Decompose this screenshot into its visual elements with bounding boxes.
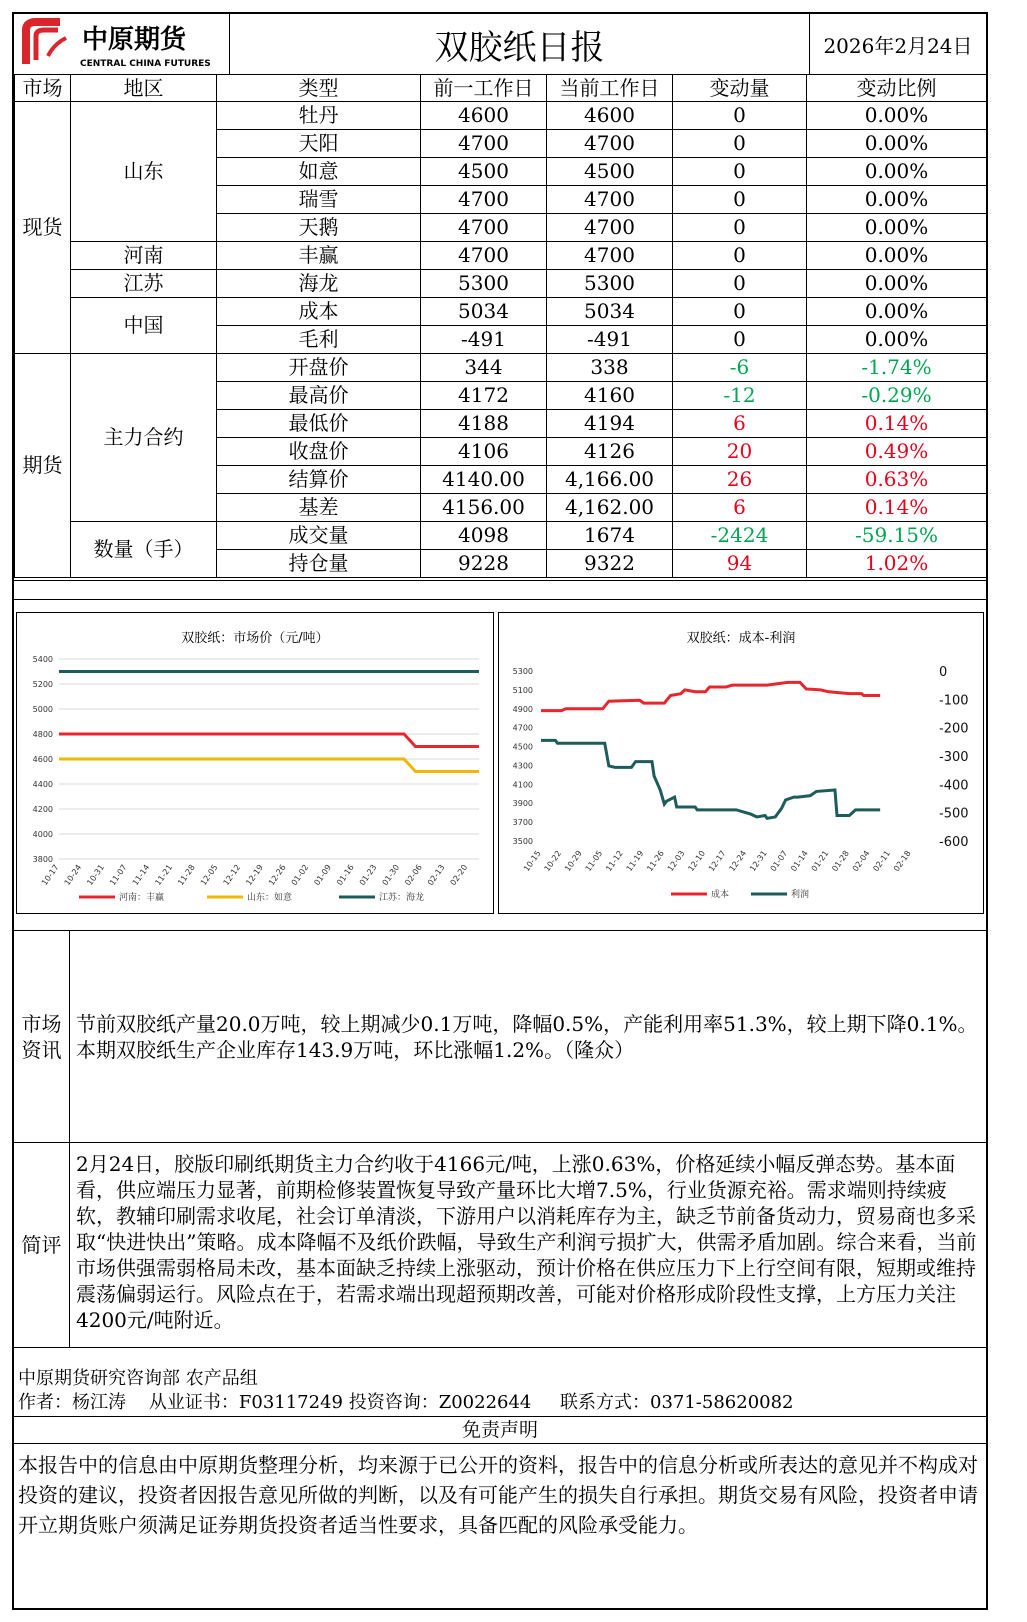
change-cell: 20 xyxy=(673,438,807,466)
type-cell: 基差 xyxy=(217,494,421,522)
change-cell: 0 xyxy=(673,214,807,242)
research-dept: 中原期货研究咨询部 农产品组 xyxy=(18,1368,258,1389)
type-cell: 丰赢 xyxy=(217,242,421,270)
y-right-tick-label: -100 xyxy=(939,693,969,709)
prev-cell: 4700 xyxy=(421,242,547,270)
prev-cell: 4156.00 xyxy=(421,494,547,522)
change-cell: 94 xyxy=(673,550,807,578)
y-tick-label: 4600 xyxy=(32,755,53,764)
type-cell: 如意 xyxy=(217,158,421,186)
comment-section xyxy=(14,1142,986,1348)
y-tick-label: 4700 xyxy=(512,723,533,733)
curr-cell: 4700 xyxy=(547,242,673,270)
col-header: 变动量 xyxy=(673,75,807,102)
y-tick-label: 4400 xyxy=(32,780,53,789)
pct-cell: 0.00% xyxy=(807,186,987,214)
pct-cell: 0.14% xyxy=(807,494,987,522)
prev-cell: 5034 xyxy=(421,298,547,326)
chart-canvas xyxy=(499,613,985,915)
y-tick-label: 5100 xyxy=(512,685,533,695)
curr-cell: 338 xyxy=(547,354,673,382)
y-tick-label: 3500 xyxy=(512,837,533,846)
x-tick-label: 10-17 xyxy=(39,862,61,888)
y-tick-label: 4500 xyxy=(512,742,533,752)
logo-en-text: CENTRAL CHINA FUTURES xyxy=(80,59,211,69)
col-header: 前一工作日 xyxy=(421,75,547,102)
change-cell: 0 xyxy=(673,186,807,214)
y-tick-label: 5400 xyxy=(32,655,53,664)
change-cell: -6 xyxy=(673,354,807,382)
prev-cell: 4500 xyxy=(421,158,547,186)
x-tick-label: 12-12 xyxy=(221,862,243,888)
y-right-tick-label: -500 xyxy=(939,806,969,822)
x-tick-label: 01-30 xyxy=(380,862,402,888)
page-title: 双胶纸日报 xyxy=(230,14,810,74)
curr-cell: 4194 xyxy=(547,410,673,438)
news-text: 节前双胶纸产量20.0万吨，较上期减少0.1万吨，降幅0.5%，产能利用率51.3%，较上期下降0.1%。本期双胶纸生产企业库存143.9万吨，环比涨幅1.2%。（隆众） xyxy=(76,1012,978,1062)
type-cell: 天鹅 xyxy=(217,214,421,242)
change-cell: 0 xyxy=(673,298,807,326)
curr-cell: 5034 xyxy=(547,298,673,326)
x-tick-label: 12-24 xyxy=(727,848,749,874)
prev-cell: 5300 xyxy=(421,270,547,298)
report-date: 2026年2月24日 xyxy=(823,33,973,58)
x-tick-label: 02-11 xyxy=(871,848,893,874)
col-header: 变动比例 xyxy=(807,75,987,102)
y-right-tick-label: -200 xyxy=(939,721,969,737)
type-cell: 成本 xyxy=(217,298,421,326)
series-line xyxy=(59,759,479,772)
type-cell: 结算价 xyxy=(217,466,421,494)
col-header: 当前工作日 xyxy=(547,75,673,102)
prev-cell: 4700 xyxy=(421,186,547,214)
legend-label: 成本 xyxy=(711,890,730,900)
curr-cell: 4700 xyxy=(547,130,673,158)
x-tick-label: 02-18 xyxy=(891,848,913,874)
x-tick-label: 11-28 xyxy=(176,862,197,888)
change-cell: 6 xyxy=(673,410,807,438)
y-tick-label: 4300 xyxy=(512,761,533,771)
x-tick-label: 12-31 xyxy=(748,848,769,874)
table-row xyxy=(15,102,987,130)
cost-profit-chart xyxy=(498,612,984,914)
x-tick-label: 02-06 xyxy=(403,862,424,888)
col-header: 类型 xyxy=(217,75,421,102)
logo-cn-text: 中原期货 xyxy=(82,25,187,55)
x-tick-label: 12-03 xyxy=(665,848,687,874)
type-cell: 最高价 xyxy=(217,382,421,410)
region-cell: 河南 xyxy=(71,242,217,270)
y-tick-label: 5000 xyxy=(32,705,53,714)
series-line xyxy=(541,740,880,818)
table-header-row xyxy=(15,75,987,102)
series-line xyxy=(59,734,479,747)
x-tick-label: 11-12 xyxy=(604,848,625,874)
change-cell: 6 xyxy=(673,494,807,522)
disclaimer-title: 免责声明 xyxy=(14,1416,986,1444)
prev-cell: 4098 xyxy=(421,522,547,550)
x-tick-label: 01-14 xyxy=(789,848,810,874)
curr-cell: 4700 xyxy=(547,214,673,242)
change-cell: 0 xyxy=(673,326,807,354)
y-tick-label: 5300 xyxy=(512,667,533,676)
type-cell: 收盘价 xyxy=(217,438,421,466)
pct-cell: 1.02% xyxy=(807,550,987,578)
comment-label: 简评 xyxy=(14,1143,70,1347)
x-tick-label: 11-21 xyxy=(153,862,175,888)
news-label: 市场资讯 xyxy=(14,931,70,1143)
type-cell: 毛利 xyxy=(217,326,421,354)
change-cell: 26 xyxy=(673,466,807,494)
x-tick-label: 01-23 xyxy=(357,862,379,888)
region-cell: 江苏 xyxy=(71,270,217,298)
y-right-tick-label: -600 xyxy=(939,835,969,850)
table-row xyxy=(15,354,987,382)
y-tick-label: 4200 xyxy=(32,805,53,814)
x-tick-label: 10-22 xyxy=(542,848,564,874)
type-cell: 开盘价 xyxy=(217,354,421,382)
x-tick-label: 10-24 xyxy=(62,862,84,888)
news-section xyxy=(14,930,986,1142)
table-row xyxy=(15,522,987,550)
chart-title: 双胶纸：成本-利润 xyxy=(686,631,796,646)
x-tick-label: 02-20 xyxy=(448,862,470,888)
type-cell: 天阳 xyxy=(217,130,421,158)
author-info: 作者：杨江涛 从业证书：F03117249 投资咨询：Z0022644 联系方式：0371-58620082 xyxy=(18,1392,794,1413)
y-tick-label: 3900 xyxy=(512,799,533,809)
x-tick-label: 10-29 xyxy=(563,848,584,874)
pct-cell: -59.15% xyxy=(807,522,987,550)
pct-cell: -1.74% xyxy=(807,354,987,382)
curr-cell: 4,166.00 xyxy=(547,466,673,494)
prev-cell: 4600 xyxy=(421,102,547,130)
type-cell: 海龙 xyxy=(217,270,421,298)
x-tick-label: 12-10 xyxy=(686,848,708,874)
prev-cell: 4700 xyxy=(421,130,547,158)
col-header: 地区 xyxy=(71,75,217,102)
x-tick-label: 01-02 xyxy=(289,862,311,888)
change-cell: 0 xyxy=(673,270,807,298)
comment-text: 2月24日，胶版印刷纸期货主力合约收于4166元/吨，上涨0.63%，价格延续小幅反弹态势。基本面看，供应端压力显著，前期检修装置恢复导致产量环比大增7.5%，行业货源充裕。需求端则持续疲软，教辅印刷需求收尾，社会订单清淡，下游用户以消耗库存为主，缺乏节前备货动力，贸易商也多采取“快进快出”策略。成本降幅不及纸价跌幅，导致生产利润亏损扩大，供需矛盾加剧。综合来看，当前市场供强需弱格局未改，基本面缺乏持续上涨驱动，预计价格在供应压力下上行空间有限，短期或维持震荡偏弱运行。风险点在于，若需求端出现超预期改善，可能对价格形成阶段性支撑，上方压力关注4200元/吨附近。 xyxy=(76,1152,977,1332)
region-cell: 中国 xyxy=(71,298,217,354)
curr-cell: 4700 xyxy=(547,186,673,214)
y-right-tick-label: -300 xyxy=(939,750,969,765)
legend-label: 利润 xyxy=(791,890,810,900)
y-right-tick-label: -400 xyxy=(939,778,969,794)
pct-cell: 0.00% xyxy=(807,102,987,130)
type-cell: 成交量 xyxy=(217,522,421,550)
prev-cell: 9228 xyxy=(421,550,547,578)
x-tick-label: 10-31 xyxy=(85,862,107,888)
series-line xyxy=(541,682,880,710)
y-tick-label: 4100 xyxy=(512,780,533,790)
pct-cell: 0.00% xyxy=(807,298,987,326)
prev-cell: 344 xyxy=(421,354,547,382)
curr-cell: 4500 xyxy=(547,158,673,186)
logo-mark-icon xyxy=(14,14,230,74)
x-tick-label: 12-05 xyxy=(198,862,220,888)
prev-cell: 4700 xyxy=(421,214,547,242)
x-tick-label: 02-13 xyxy=(425,862,447,888)
x-tick-label: 12-26 xyxy=(266,862,288,888)
type-cell: 最低价 xyxy=(217,410,421,438)
x-tick-label: 02-04 xyxy=(850,848,872,874)
x-tick-label: 11-26 xyxy=(645,848,666,874)
curr-cell: 4600 xyxy=(547,102,673,130)
pct-cell: 0.00% xyxy=(807,214,987,242)
region-cell: 主力合约 xyxy=(71,354,217,522)
type-cell: 持仓量 xyxy=(217,550,421,578)
type-cell: 瑞雪 xyxy=(217,186,421,214)
y-right-tick-label: 0 xyxy=(939,665,948,680)
curr-cell: 4160 xyxy=(547,382,673,410)
chart-title: 双胶纸：市场价（元/吨） xyxy=(181,631,329,646)
pct-cell: -0.29% xyxy=(807,382,987,410)
legend-label: 江苏：海龙 xyxy=(379,893,425,903)
change-cell: -2424 xyxy=(673,522,807,550)
pct-cell: 0.00% xyxy=(807,158,987,186)
market-futures-cell: 期货 xyxy=(15,354,71,578)
type-cell: 牡丹 xyxy=(217,102,421,130)
pct-cell: 0.63% xyxy=(807,466,987,494)
x-tick-label: 01-09 xyxy=(312,862,334,888)
price-table xyxy=(14,74,987,578)
table-row xyxy=(15,298,987,326)
prev-cell: 4188 xyxy=(421,410,547,438)
pct-cell: 0.49% xyxy=(807,438,987,466)
curr-cell: 1674 xyxy=(547,522,673,550)
y-tick-label: 3800 xyxy=(32,855,53,864)
table-row xyxy=(15,242,987,270)
x-tick-label: 12-19 xyxy=(244,862,265,888)
pct-cell: 0.14% xyxy=(807,410,987,438)
x-tick-label: 11-19 xyxy=(624,848,646,874)
x-tick-label: 01-16 xyxy=(335,862,356,888)
x-tick-label: 01-21 xyxy=(809,848,831,874)
change-cell: 0 xyxy=(673,130,807,158)
prev-cell: 4106 xyxy=(421,438,547,466)
x-tick-label: 11-05 xyxy=(583,848,605,874)
pct-cell: 0.00% xyxy=(807,130,987,158)
y-tick-label: 4000 xyxy=(32,830,53,839)
legend-label: 河南：丰赢 xyxy=(119,893,165,903)
y-tick-label: 5200 xyxy=(32,680,53,689)
x-tick-label: 01-28 xyxy=(830,848,851,874)
disclaimer-text: 本报告中的信息由中原期货整理分析，均来源于已公开的资料，报告中的信息分析或所表达的意见并不构成对投资的建议，投资者因报告意见所做的判断，以及有可能产生的损失自行承担。期货交易有风险，投资者申请开立期货账户须满足证券期货投资者适当性要求，具备匹配的风险承受能力。 xyxy=(18,1453,978,1537)
change-cell: 0 xyxy=(673,158,807,186)
spacer-row xyxy=(14,580,986,600)
curr-cell: 4,162.00 xyxy=(547,494,673,522)
table-row xyxy=(15,270,987,298)
report-frame xyxy=(12,12,988,1610)
market-price-chart xyxy=(16,612,494,914)
region-cell: 数量（手） xyxy=(71,522,217,578)
pct-cell: 0.00% xyxy=(807,326,987,354)
x-tick-label: 01-07 xyxy=(768,848,790,874)
pct-cell: 0.00% xyxy=(807,242,987,270)
curr-cell: -491 xyxy=(547,326,673,354)
x-tick-label: 10-15 xyxy=(521,848,543,874)
x-tick-label: 12-17 xyxy=(706,848,728,874)
x-tick-label: 11-07 xyxy=(108,862,129,888)
prev-cell: -491 xyxy=(421,326,547,354)
change-cell: -12 xyxy=(673,382,807,410)
prev-cell: 4140.00 xyxy=(421,466,547,494)
legend-label: 山东：如意 xyxy=(247,893,293,903)
col-header: 市场 xyxy=(15,75,71,102)
y-tick-label: 3700 xyxy=(512,818,533,828)
curr-cell: 4126 xyxy=(547,438,673,466)
market-spot-cell: 现货 xyxy=(15,102,71,354)
region-cell: 山东 xyxy=(71,102,217,242)
pct-cell: 0.00% xyxy=(807,270,987,298)
change-cell: 0 xyxy=(673,242,807,270)
y-tick-label: 4900 xyxy=(512,704,533,714)
prev-cell: 4172 xyxy=(421,382,547,410)
company-logo xyxy=(14,14,230,74)
curr-cell: 9322 xyxy=(547,550,673,578)
change-cell: 0 xyxy=(673,102,807,130)
chart-canvas xyxy=(17,613,495,915)
y-tick-label: 4800 xyxy=(32,730,53,739)
curr-cell: 5300 xyxy=(547,270,673,298)
x-tick-label: 11-14 xyxy=(130,862,152,888)
